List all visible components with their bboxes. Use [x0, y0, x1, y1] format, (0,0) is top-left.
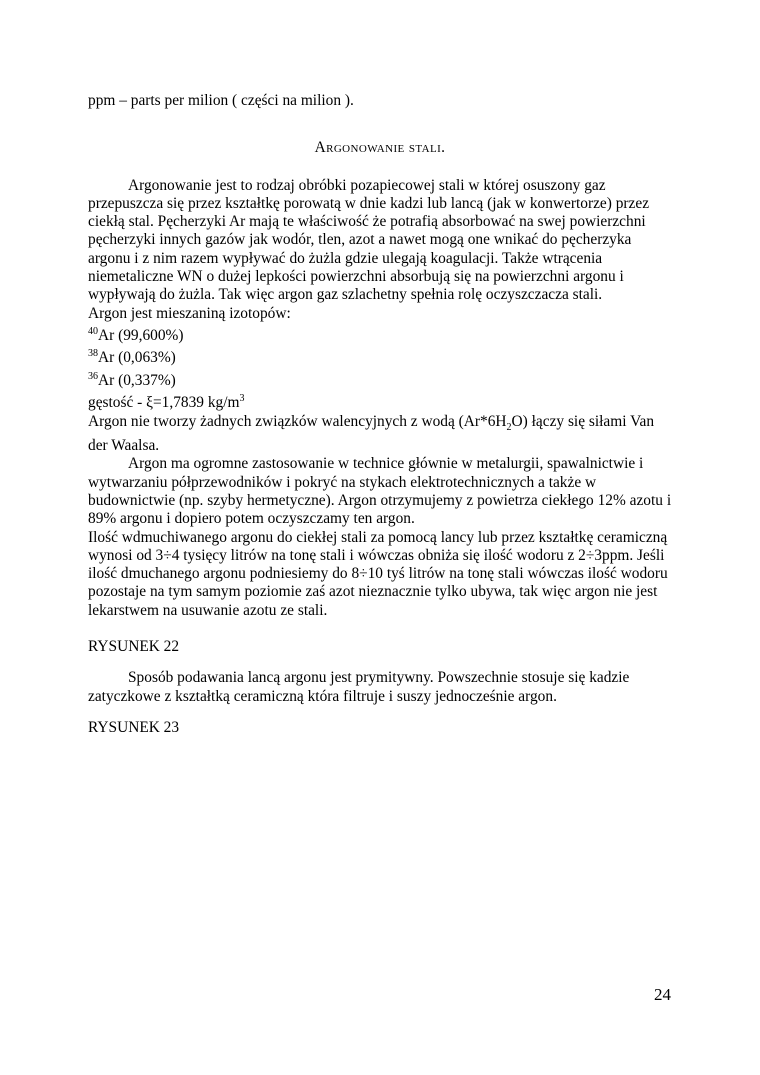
document-content — [88, 92, 672, 737]
paragraph-argonowanie: Argonowanie jest to rodzaj obróbki pozapiecowej stali w której osuszony gaz przepuszcza się przez kształtkę porowatą w dnie kadzi lub lancą (jak w konwertorze) przez ciekłą stal. Pęcherzyki Ar mają te właściwość że potrafią absorbować na swej powierzchni pęcherzyki innych gazów jak wodór, tlen, azot a nawet mogą one wnikać do pęcherzyka argonu i z nim razem wypływać do żużla gdzie ulegają koagulacji. Także wtrącenia niemetaliczne WN o dużej lepkości powierzchni absorbują się na powierzchni argonu i wypływają do żużla. Tak więc argon gaz szlachetny spełnia rolę oczyszczacza stali. — [88, 176, 650, 304]
density-line — [88, 390, 672, 412]
isotope-label: Ar (0,063%) — [98, 349, 176, 367]
paragraph-valence — [88, 413, 672, 456]
valence-text-before: Argon nie tworzy żadnych związków walencyjnych z wodą (Ar*6H — [88, 412, 507, 430]
isotope-ar38-line — [88, 345, 672, 367]
paragraph-ilosc-argonu: Ilość wdmuchiwanego argonu do ciekłej stali za pomocą lancy lub przez kształtkę ceramiczną wynosi od 3÷4 tysięcy litrów na tonę stali i wówczas obniża się ilość wodoru z 2÷3ppm. Jeśli ilość dmuchanego argonu podniesiemy do 8÷10 tyś litrów na tonę stali wówczas ilość wodoru pozostaje na tym samym poziomie zaś azot nieznacznie tylko ubywa, tak więc argon nie jest lekarstwem na usuwanie azotu ze stali. — [88, 528, 668, 619]
isotope-label: Ar (0,337%) — [98, 371, 176, 389]
ppm-definition-line: ppm – parts per milion ( części na milion ). — [88, 92, 354, 109]
density-text: gęstość - ξ=1,7839 kg/m — [88, 394, 240, 412]
isotopes-intro-line: Argon jest mieszaniną izotopów: — [88, 304, 291, 322]
isotope-ar40-line — [88, 323, 672, 345]
figure-reference-23: RYSUNEK 23 — [88, 718, 180, 736]
paragraph-sposob-podawania: Sposób podawania lancą argonu jest prymitywny. Powszechnie stosuje się kadzie zatyczkowe z kształtką ceramiczną która filtruje i suszy jednocześnie argon. — [88, 669, 630, 705]
paragraph-zastosowanie: Argon ma ogromne zastosowanie w technice głównie w metalurgii, spawalnictwie i wytwarzaniu półprzewodników i pokryć na stykach elektrotechnicznych a także w budownictwie (np. szyby hermetyczne). Argon otrzymujemy z powietrza ciekłego 12% azotu i 89% argonu i dopiero potem oczyszczamy ten argon. — [88, 455, 672, 528]
section-title: Argonowanie stali. — [314, 139, 446, 157]
isotope-label: Ar (99,600%) — [98, 327, 184, 345]
water-subscript: 2 — [506, 421, 512, 433]
valence-text-after: O) łączy się siłami Van der Waalsa. — [88, 412, 655, 455]
isotope-mass-superscript: 36 — [88, 370, 98, 382]
isotope-mass-superscript: 40 — [88, 325, 98, 337]
page-number: 24 — [654, 985, 671, 1004]
isotope-ar36-line — [88, 368, 672, 390]
density-exponent: 3 — [239, 393, 245, 405]
isotope-mass-superscript: 38 — [88, 348, 98, 360]
figure-reference-22: RYSUNEK 22 — [88, 638, 180, 655]
